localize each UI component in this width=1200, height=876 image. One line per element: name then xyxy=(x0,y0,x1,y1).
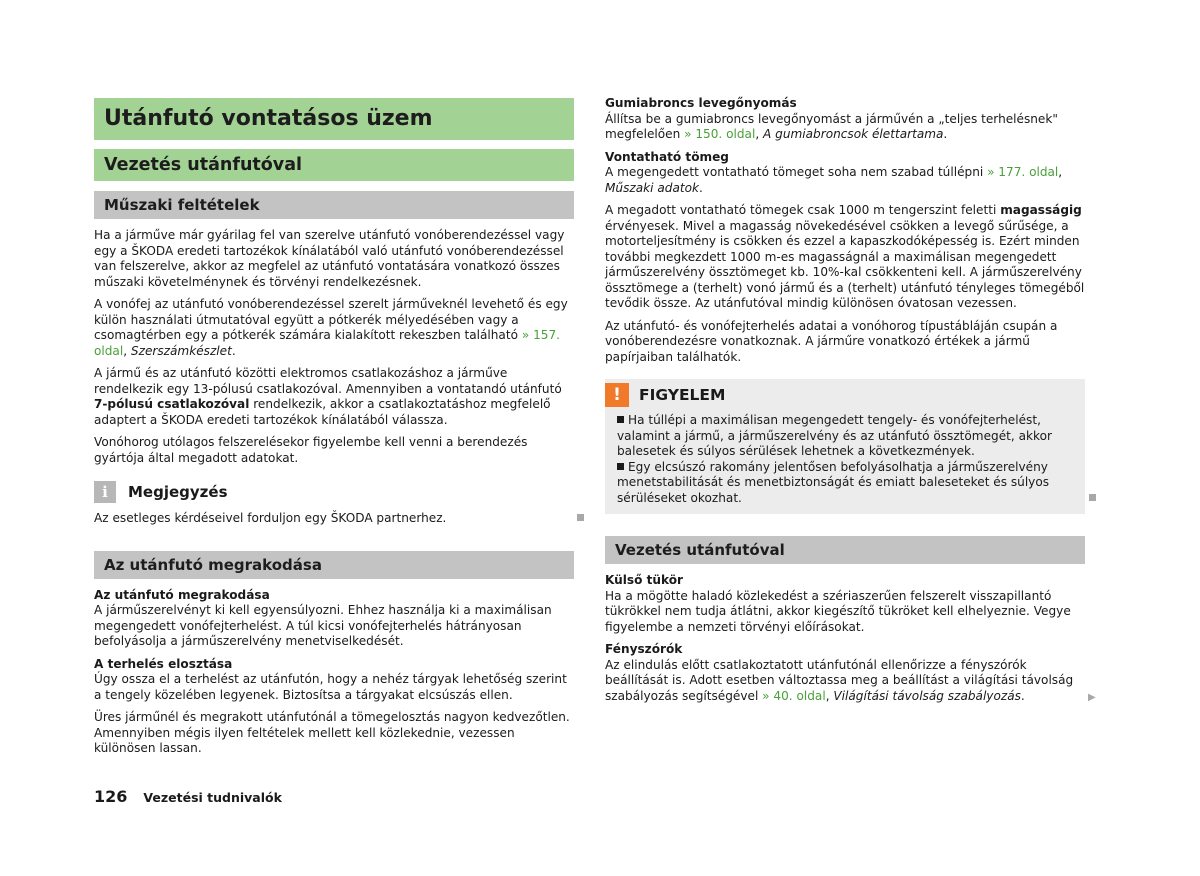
text: A vonófej az utánfutó vonóberendezéssel szerelt járműveknél levehető és egy külön használati útmutatóval együtt a pótkerék mélyedésében vagy a csomagtérben egy a pótkerék számára kialakított rekeszben található xyxy=(94,297,568,342)
paragraph-altitude xyxy=(605,203,1085,312)
warning-text: Ha túllépi a maximálisan megengedett tengely- és vonófejterhelést, valamint a jármű, a járműszerelvény és az utánfutó össztömegét, akkor balesetek és súlyos sérülések lehetnek a következmények. xyxy=(617,413,1052,458)
warning-title: FIGYELEM xyxy=(639,386,726,404)
reference-title: Műszaki adatok xyxy=(605,180,700,195)
paragraph-empty-vehicle: Üres járműnél és megrakott utánfutónál a tömegelosztás nagyon kedvezőtlen. Amennyiben mégis ilyen feltételek mellett kell közlekednie, vezessen különösen lassan. xyxy=(94,710,570,755)
subheading-headlights: Fényszórók xyxy=(605,642,683,656)
subsection-heading-loading: Az utánfutó megrakodása xyxy=(94,551,574,579)
text: . xyxy=(1020,688,1025,703)
warning-end-marker xyxy=(1089,494,1096,501)
page-footer xyxy=(94,787,282,806)
paragraph-towable-mass xyxy=(605,165,1085,196)
paragraph-technical-2 xyxy=(94,297,574,359)
footer-section-title: Vezetési tudnivalók xyxy=(143,790,282,805)
reference-title: A gumiabroncsok élettartama xyxy=(763,127,944,141)
text: . xyxy=(231,343,236,358)
text: rendelkezik, akkor a csatlakoztatáshoz megfelelő adaptert a ŠKODA eredeti tartozékok kínálatából válassza. xyxy=(94,397,551,427)
left-column xyxy=(94,98,574,757)
warning-header xyxy=(605,379,1085,409)
note-text: Az esetleges kérdéseivel forduljon egy ŠKODA partnerhez. xyxy=(94,511,447,525)
page-link-40[interactable]: » 40. oldal xyxy=(762,688,826,703)
section-heading: Vezetés utánfutóval xyxy=(94,149,574,181)
text: , xyxy=(1058,165,1063,179)
page-link-150[interactable]: » 150. oldal xyxy=(684,127,756,141)
text: , xyxy=(123,343,131,358)
paragraph-distribution: Úgy ossza el a terhelést az utánfutón, hogy a nehéz tárgyak lehetőség szerint a tengely közelében legyenek. Biztosítsa a tárgyakat elcsúszás ellen. xyxy=(94,672,567,702)
warning-item-2 xyxy=(605,460,1085,507)
paragraph-technical-4: Vonóhorog utólagos felszerelésekor figyelembe kell venni a berendezés gyártója által megadott adatokat. xyxy=(94,435,528,465)
subheading-tyre-pressure: Gumiabroncs levegőnyomás xyxy=(605,96,797,110)
text: . xyxy=(943,127,948,141)
text: . xyxy=(699,180,703,195)
text: érvényesek. Mivel a magasság növekedésével csökken a levegő sűrűsége, a motorteljesítmény is csökken és ezzel a kapaszkodóképesség is. Ezért minden további megkezdett 1000 m-es magasságnál a maximálisan megengedett járműszerelvény össztömeget kb. 10%-kal csökkenteni kell. A járműszerelvény össztömege a (terhelt) vonó jármű és a (terhelt) utánfutó tényleges tömegéből tevődik össze. Az utánfutóval mindig különösen óvatosan vezessen. xyxy=(605,218,1085,310)
bold-term: magasságig xyxy=(1000,203,1082,217)
text: , xyxy=(825,688,834,703)
text: A megengedett vontatható tömeget soha nem szabad túllépni xyxy=(605,165,988,179)
continue-arrow-icon: ▶ xyxy=(1088,692,1096,703)
paragraph-mirror: Ha a mögötte haladó közlekedést a szériaszerűen felszerelt visszapillantó tükrökkel nem tudja átlátni, akkor kiegészítő tükröket kell elhelyeznie. Vegye figyelembe a nemzeti törvényi előírásokat. xyxy=(605,588,1071,634)
subheading-loading: Az utánfutó megrakodása xyxy=(94,587,270,602)
reference-title: Világítási távolság szabályozás xyxy=(833,688,1021,703)
page-link-177[interactable]: » 177. oldal xyxy=(987,165,1059,179)
paragraph-load-data: Az utánfutó- és vonófejterhelés adatai a vonóhorog típustábláján csupán a vonóberendezésre vonatkoznak. A járműre vonatkozó értékek a jármű papírjaiban találhatók. xyxy=(605,318,1058,364)
text: Az elindulás előtt csatlakoztatott utánfutónál ellenőrizze a fényszórók beállítását is. Adott esetben változtassa meg a beállítást a világítási távolság szabályozás segítségével xyxy=(605,657,1074,703)
paragraph-loading: A járműszerelvényt ki kell egyensúlyozni. Ehhez használja ki a maximálisan megengedett vonófejterhelést. A túl kicsi vonófejterhelés hátrányosan befolyásolja a járműszerelvény menetviselkedését. xyxy=(94,603,552,648)
chapter-heading: Utánfutó vontatásos üzem xyxy=(94,98,574,140)
note-header xyxy=(94,480,574,504)
text: , xyxy=(755,127,764,141)
bullet-icon xyxy=(617,463,624,470)
page-number: 126 xyxy=(94,787,128,806)
subheading-towable-mass: Vontatható tömeg xyxy=(605,149,729,164)
warning-box xyxy=(605,379,1085,514)
section-end-marker xyxy=(577,514,584,521)
page-link-157[interactable]: » 157. oldal xyxy=(94,328,561,358)
text: Állítsa be a gumiabroncs levegőnyomást a járművén a „teljes terhelésnek" megfelelően xyxy=(605,111,1058,141)
subheading-mirror: Külső tükör xyxy=(605,573,684,587)
text: A megadott vontatható tömegek csak 1000 m tengerszint feletti xyxy=(605,203,1001,217)
paragraph-tyre-pressure xyxy=(605,112,1085,143)
warning-text: Egy elcsúszó rakomány jelentősen befolyásolhatja a járműszerelvény menetstabilitását és menetbiztonságát és emiatt baleseteket és súlyos sérüléseket okozhat. xyxy=(617,459,1050,505)
subsection-heading-driving: Vezetés utánfutóval xyxy=(605,536,1085,564)
paragraph-technical-3 xyxy=(94,366,574,428)
bullet-icon xyxy=(617,416,624,423)
info-icon: i xyxy=(94,481,116,503)
warning-item-1 xyxy=(605,413,1085,460)
bold-term: 7-pólusú csatlakozóval xyxy=(94,397,250,411)
paragraph-technical-1: Ha a járműve már gyárilag fel van szerelve utánfutó vonóberendezéssel vagy egy a ŠKODA eredeti tartozékok kínálatából való utánfutó vonóberendezéssel van felszerelve, akkor az megfelel az utánfutó vontatására vonatkozó összes műszaki követelménynek és törvényi rendelkezésnek. xyxy=(94,228,565,289)
note-title: Megjegyzés xyxy=(128,483,228,501)
subsection-heading-technical: Műszaki feltételek xyxy=(94,191,574,219)
reference-title: Szerszámkészlet xyxy=(130,343,232,358)
warning-icon: ! xyxy=(605,383,629,407)
right-column xyxy=(605,96,1085,704)
subheading-distribution: A terhelés elosztása xyxy=(94,656,233,671)
text: A jármű és az utánfutó közötti elektromos csatlakozáshoz a járműve rendelkezik egy 13-pólusú csatlakozóval. Amennyiben a vontatandó utánfutó xyxy=(94,366,562,396)
paragraph-headlights xyxy=(605,658,1085,705)
